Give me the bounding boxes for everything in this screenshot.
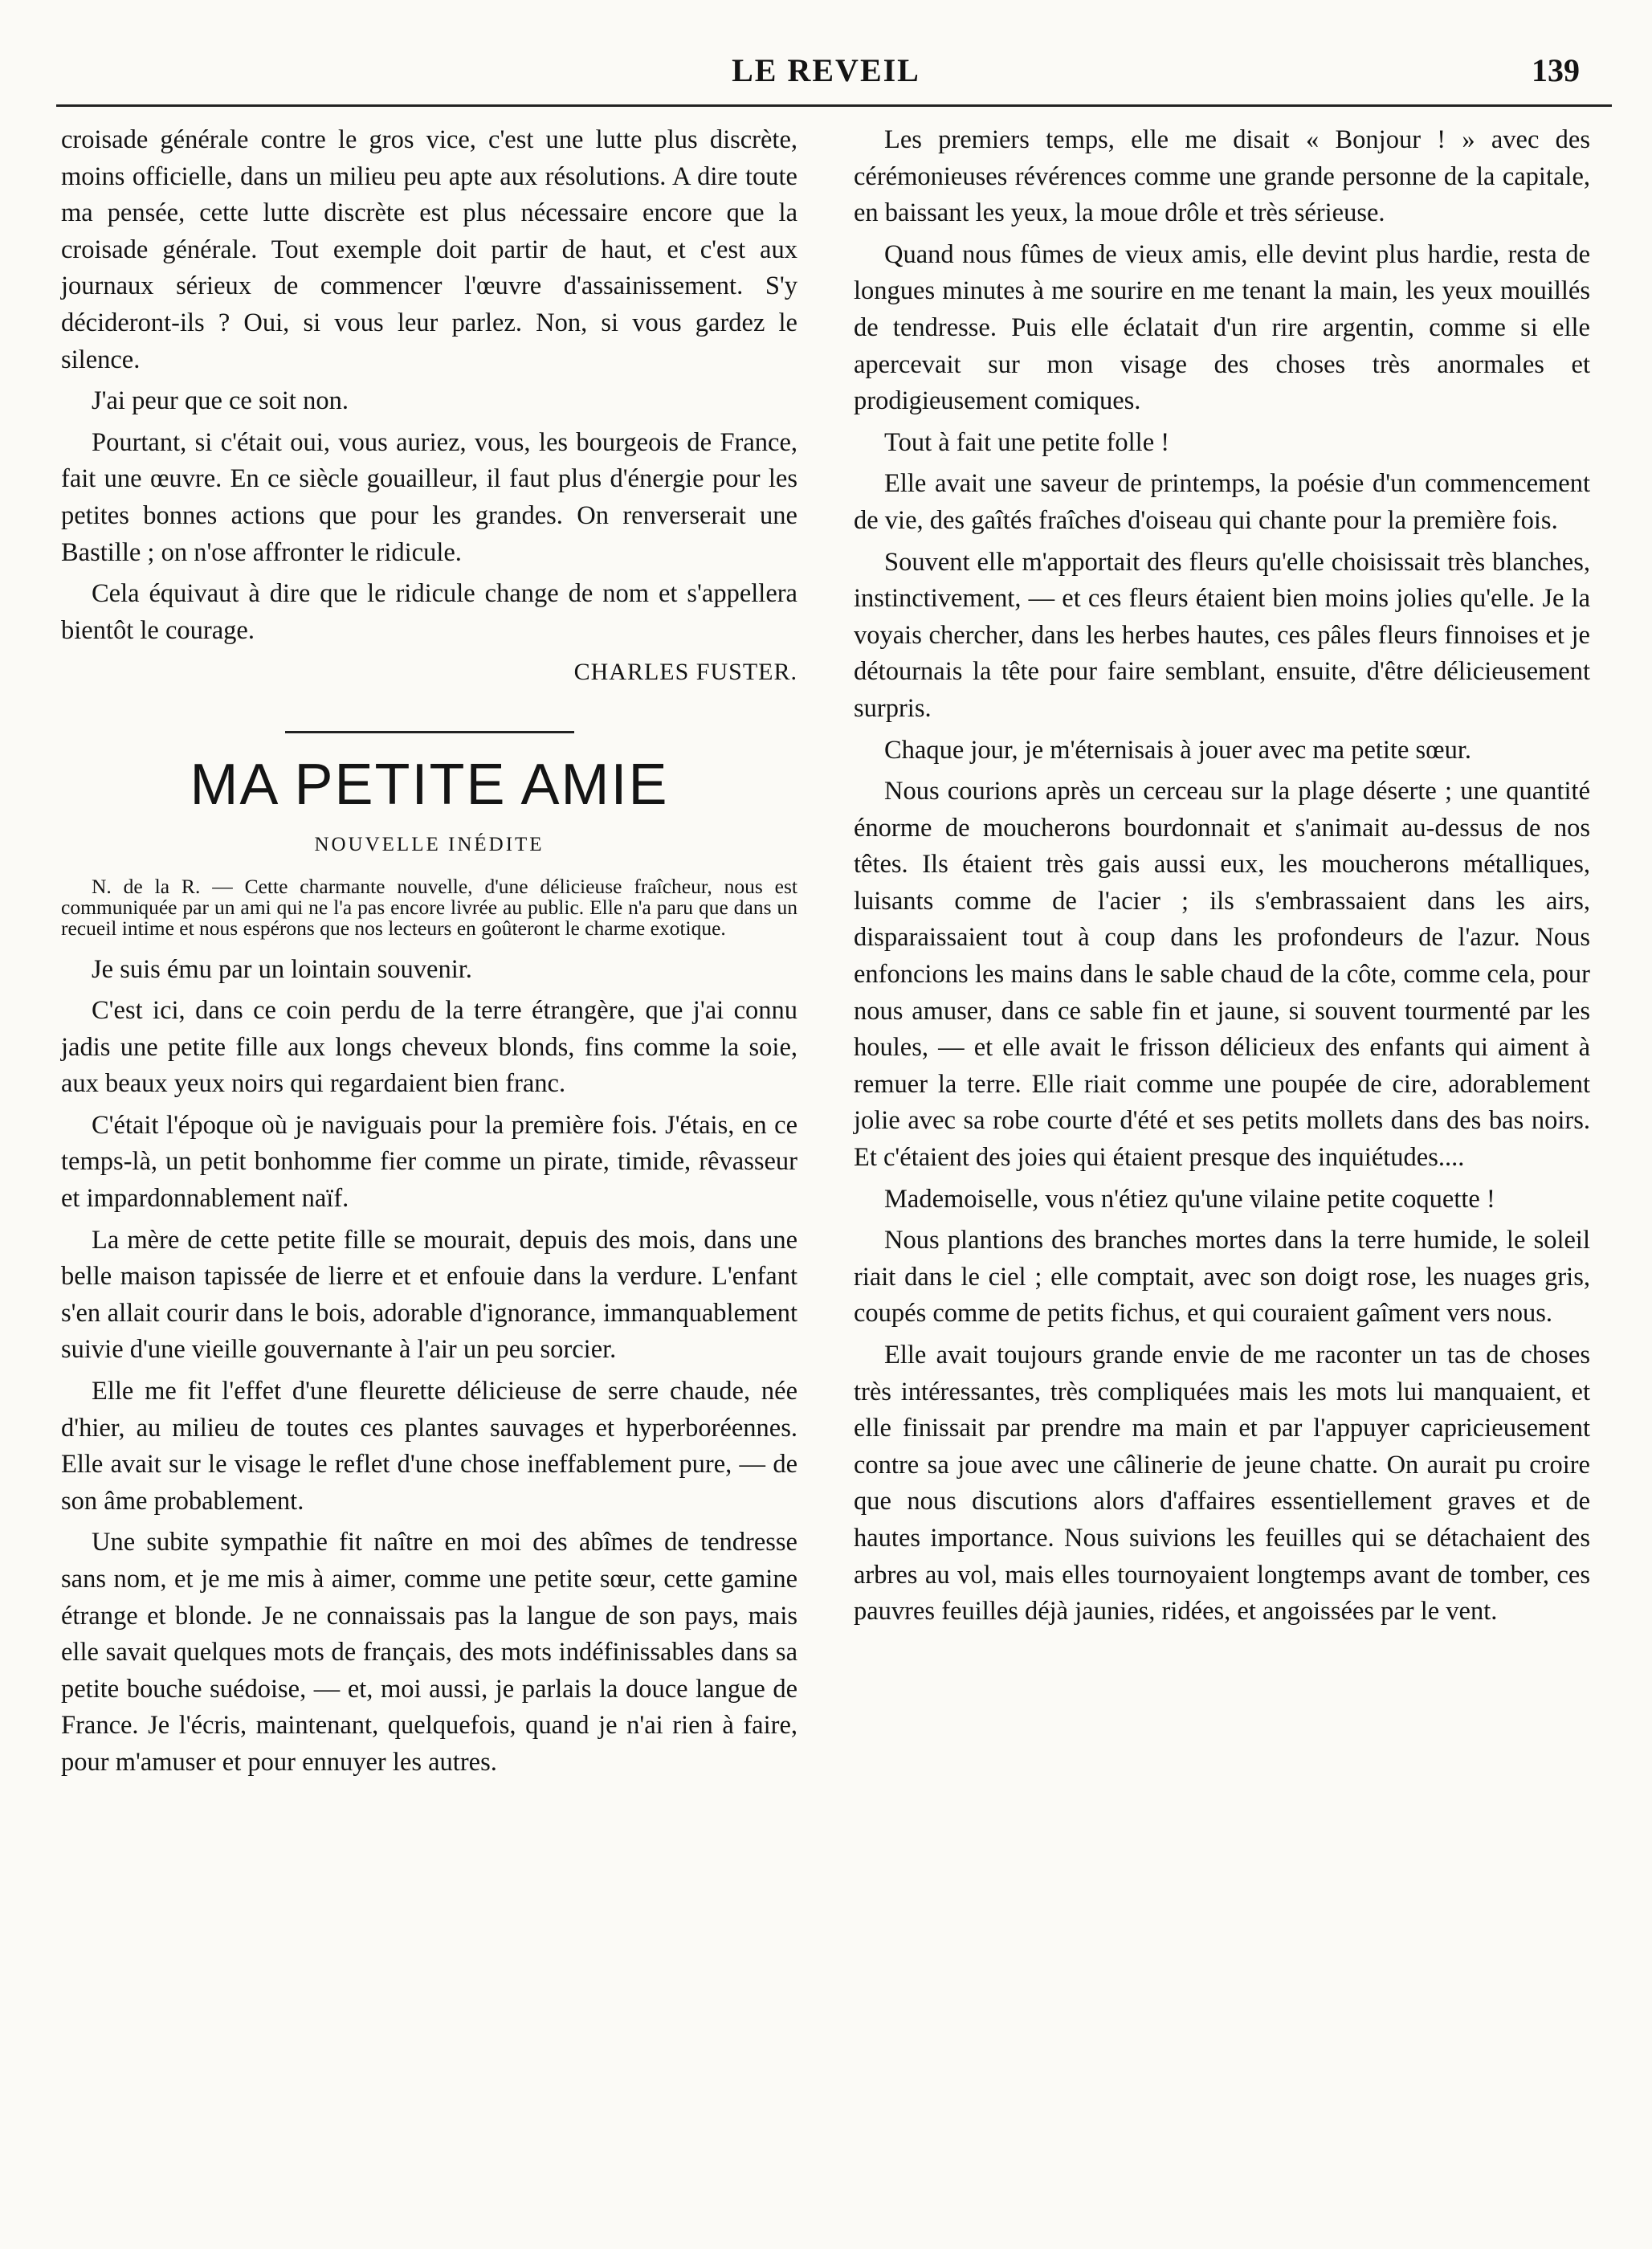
essay-paragraph: Pourtant, si c'était oui, vous auriez, vous, les bourgeois de France, fait une œuvre. En ce siècle gouailleur, il faut plus d'énergie pour les petites bonnes actions que pour les grandes. On renverserait une Bastille ; on n'ose affronter le ridicule. <box>61 427 797 567</box>
left-column <box>61 122 797 1786</box>
story-paragraph: Elle avait toujours grande envie de me raconter un tas de choses très intéressantes, très compliquées mais les mots lui manquaient, et elle finissait par prendre ma main et par l'appuyer capricieusement contre sa joue avec une câlinerie de jeune chatte. On aurait pu croire que nous discutions alors d'affaires essentiellement graves et de hautes importance. Nous suivions les feuilles qui se détachaient des arbres au vol, mais elles tournoyaient longtemps avant de tomber, ces pauvres feuilles déjà jaunies, ridées, et angoissées par le vent. <box>854 1341 1590 1627</box>
story-paragraph: Souvent elle m'apportait des fleurs qu'elle choisissait très blanches, instinctivement, — et ces fleurs étaient bien moins jolies qu'elle. Je la voyais chercher, dans les herbes hautes, ces pâles fleurs finnoises et je détournais la tête pour faire semblant, ensuite, d'être délicieusement surpris. <box>854 547 1590 723</box>
page-number: 139 <box>1532 52 1580 88</box>
story-paragraph: Nous courions après un cerceau sur la plage déserte ; une quantité énorme de moucherons bourdonnait et s'animait au-dessus de nos têtes. Ils étaient très gais aussi eux, les moucherons métalliques, luisants comme de l'acier ; ils s'embrassaient dans les airs, disparaissaient tout à coup dans les profondeurs de l'azur. Nous enfoncions les mains dans le sable chaud de la côte, comme cela, pour nous amuser, dans ce sable fin et jaune, si souvent tourmenté par les houles, — et elle avait le frisson délicieux des enfants qui aiment à remuer la terre. Elle riait comme une poupée de cire, adorablement jolie avec sa robe courte d'été et ses petits mollets dans des bas noirs. Et c'étaient des joies qui étaient presque des inquiétudes.... <box>854 777 1590 1173</box>
story-paragraph: Elle me fit l'effet d'une fleurette délicieuse de serre chaude, née d'hier, au milieu de toutes ces plantes sauvages et hyperboréennes. Elle avait sur le visage le reflet d'une chose ineffablement pure, — de son âme probablement. <box>61 1377 797 1516</box>
header-rule <box>56 104 1612 107</box>
story-paragraph: Je suis ému par un lointain souvenir. <box>92 954 472 984</box>
editor-note: N. de la R. — Cette charmante nouvelle, d'une délicieuse fraîcheur, nous est communiquée par un ami qui ne l'a pas encore livrée au public. Elle n'a paru que dans un recueil intime et nous espérons que nos lecteurs en goûteront le charme exotique. <box>61 874 797 940</box>
story-subtitle: NOUVELLE INÉDITE <box>314 833 545 855</box>
story-title: MA PETITE AMIE <box>190 752 669 817</box>
story-paragraph: Elle avait une saveur de printemps, la poésie d'un commencement de vie, des gaîtés fraîches d'oiseau qui chante pour la première fois. <box>854 469 1590 535</box>
story-paragraph: Chaque jour, je m'éternisais à jouer avec ma petite sœur. <box>884 735 1472 765</box>
story-paragraph: Quand nous fûmes de vieux amis, elle devint plus hardie, resta de longues minutes à me sourire en me tenant la main, les yeux mouillés de tendresse. Puis elle éclatait d'un rire argentin, comme si elle apercevait sur mon visage des choses très anormales et prodigieusement comiques. <box>854 239 1590 416</box>
essay-paragraph: Cela équivaut à dire que le ridicule change de nom et s'appellera bientôt le courage. <box>61 579 797 645</box>
page-header <box>56 47 1596 95</box>
story-paragraph: C'était l'époque où je naviguais pour la première fois. J'étais, en ce temps-là, un petit bonhomme fier comme un pirate, timide, rêvasseur et impardonnablement naïf. <box>61 1110 797 1214</box>
story-paragraph: Tout à fait une petite folle ! <box>884 427 1170 457</box>
story-paragraph: Les premiers temps, elle me disait « Bonjour ! » avec des cérémonieuses révérences comme une grande personne de la capitale, en baissant les yeux, la moue drôle et très sérieuse. <box>854 125 1590 228</box>
story-paragraph: Nous plantions des branches mortes dans la terre humide, le soleil riait dans le ciel ; elle comptait, avec son doigt rose, les nuages gris, coupés comme de petits fichus, et qui couraient gaîment vers nous. <box>854 1226 1590 1329</box>
essay-paragraph: croisade générale contre le gros vice, c'est une lutte plus discrète, moins officielle, dans un milieu peu apte aux résolutions. A dire toute ma pensée, cette lutte discrète est plus nécessaire encore que la croisade générale. Tout exemple doit partir de haut, et c'est aux journaux sérieux de commencer l'œuvre d'assainissement. S'y décideront-ils ? Oui, si vous leur parlez. Non, si vous gardez le silence. <box>61 125 797 374</box>
story-paragraph: Une subite sympathie fit naître en moi des abîmes de tendresse sans nom, et je me mis à aimer, comme une petite sœur, cette gamine étrange et blonde. Je ne connaissais pas la langue de son pays, mais elle savait quelques mots de français, des mots indéfinissables dans sa petite bouche suédoise, — et, moi aussi, je parlais la douce langue de France. Je l'écris, maintenant, quelquefois, quand je n'ai rien à faire, pour m'amuser et pour ennuyer les autres. <box>61 1528 797 1777</box>
right-column <box>854 122 1590 1635</box>
story-paragraph: Mademoiselle, vous n'étiez qu'une vilaine petite coquette ! <box>884 1184 1495 1214</box>
section-divider <box>285 731 574 733</box>
essay-paragraph: J'ai peur que ce soit non. <box>92 386 349 416</box>
newspaper-title: LE REVEIL <box>732 52 920 88</box>
author-signature: CHARLES FUSTER. <box>573 659 797 686</box>
story-paragraph: La mère de cette petite fille se mourait, depuis des mois, dans une belle maison tapissée de lierre et et enfouie dans la verdure. L'enfant s'en allait courir dans le bois, adorable d'ignorance, immanquablement suivie d'une vieille gouvernante à l'air un peu sorcier. <box>61 1225 797 1365</box>
story-paragraph: C'est ici, dans ce coin perdu de la terre étrangère, que j'ai connu jadis une petite fille aux longs cheveux blonds, fins comme la soie, aux beaux yeux noirs qui regardaient bien franc. <box>61 996 797 1099</box>
